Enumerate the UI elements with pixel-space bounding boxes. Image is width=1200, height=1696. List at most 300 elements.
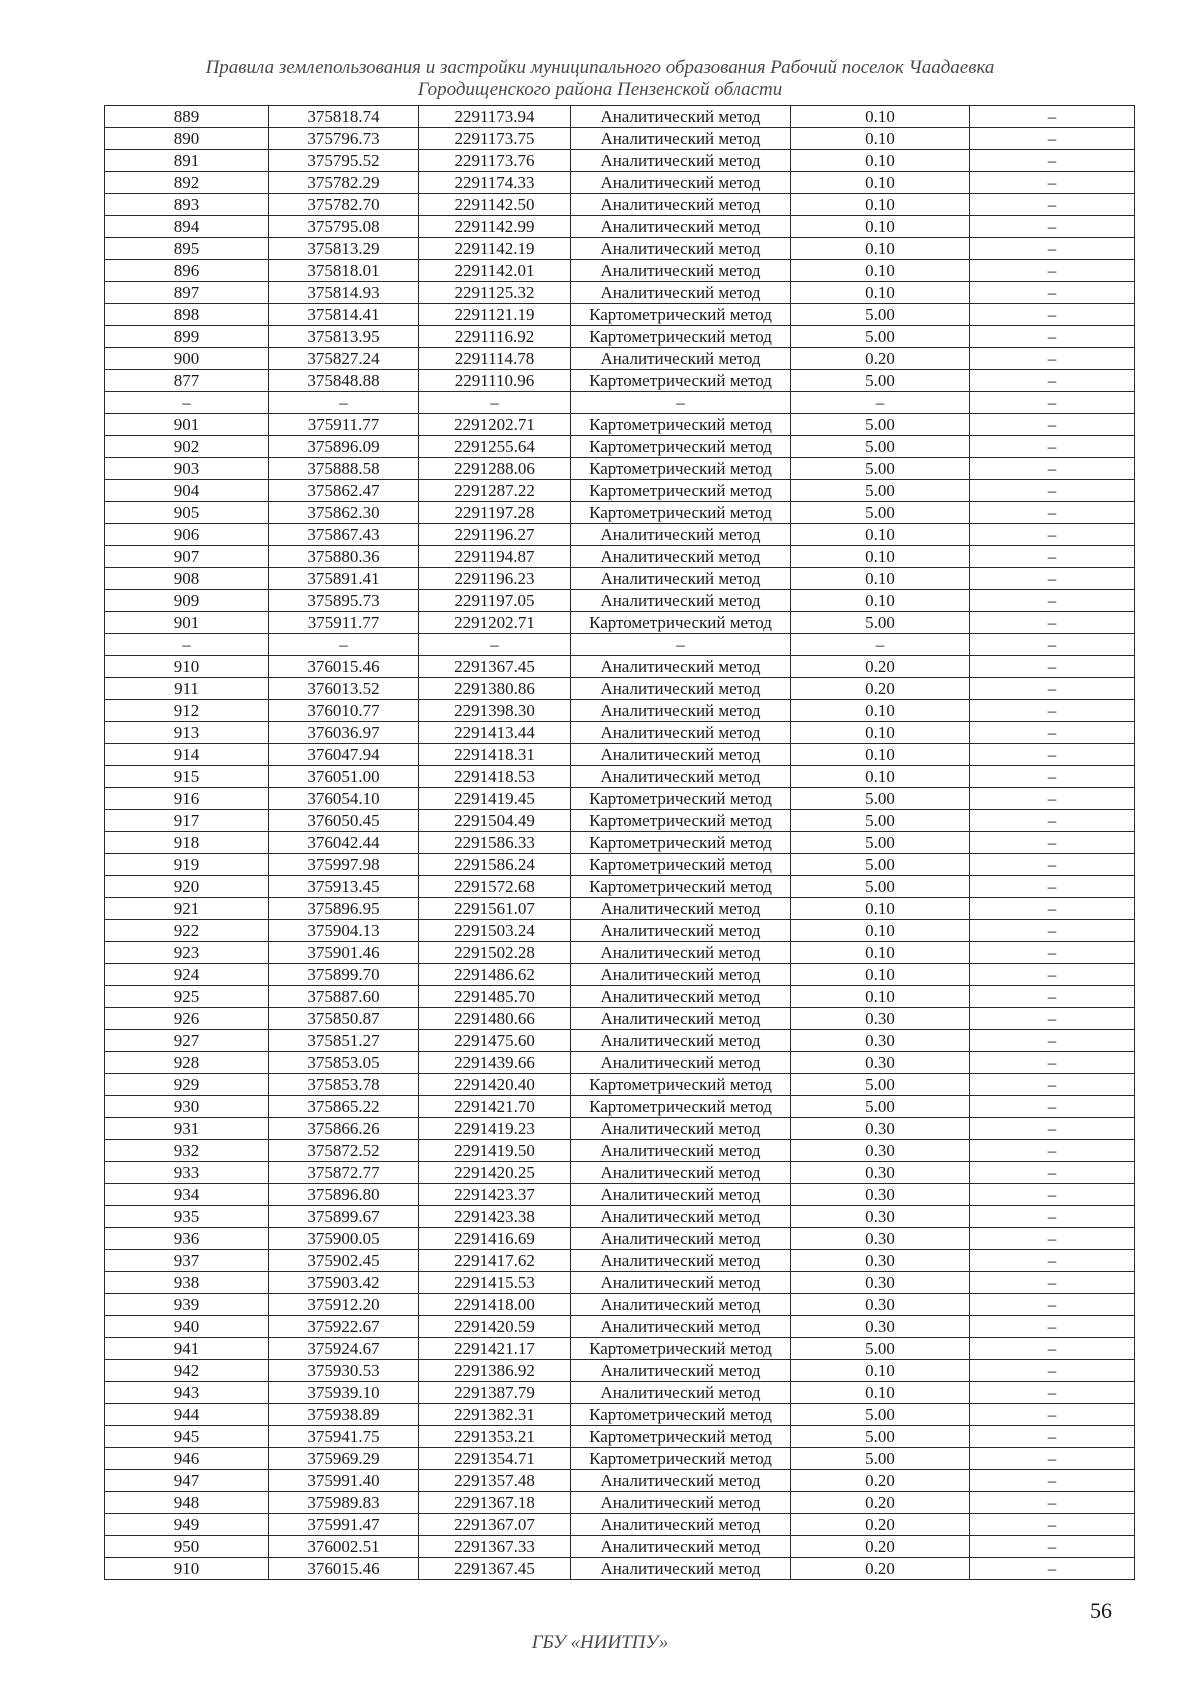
note-cell: –	[970, 414, 1135, 436]
method-cell: Аналитический метод	[571, 678, 791, 700]
x-coordinate-cell: 375853.05	[269, 1052, 419, 1074]
x-coordinate-cell: –	[269, 392, 419, 414]
point-number-cell: 929	[105, 1074, 269, 1096]
table-row	[105, 1448, 1135, 1470]
y-coordinate-cell: 2291486.62	[419, 964, 571, 986]
accuracy-cell: 0.30	[791, 1228, 970, 1250]
y-coordinate-cell: 2291353.21	[419, 1426, 571, 1448]
table-row	[105, 1272, 1135, 1294]
method-cell: Аналитический метод	[571, 942, 791, 964]
note-cell: –	[970, 524, 1135, 546]
x-coordinate-cell: 375818.74	[269, 106, 419, 128]
method-cell: Аналитический метод	[571, 1184, 791, 1206]
coordinates-table	[104, 105, 1135, 1580]
accuracy-cell: 0.20	[791, 656, 970, 678]
y-coordinate-cell: 2291202.71	[419, 612, 571, 634]
y-coordinate-cell: 2291142.01	[419, 260, 571, 282]
y-coordinate-cell: 2291413.44	[419, 722, 571, 744]
note-cell: –	[970, 1272, 1135, 1294]
x-coordinate-cell: 375912.20	[269, 1294, 419, 1316]
note-cell: –	[970, 436, 1135, 458]
accuracy-cell: 0.10	[791, 150, 970, 172]
x-coordinate-cell: 375899.67	[269, 1206, 419, 1228]
method-cell: Аналитический метод	[571, 656, 791, 678]
note-cell: –	[970, 128, 1135, 150]
method-cell: Аналитический метод	[571, 1360, 791, 1382]
accuracy-cell: 5.00	[791, 326, 970, 348]
point-number-cell: 899	[105, 326, 269, 348]
method-cell: Картометрический метод	[571, 1338, 791, 1360]
note-cell: –	[970, 1316, 1135, 1338]
y-coordinate-cell: 2291423.37	[419, 1184, 571, 1206]
y-coordinate-cell: 2291382.31	[419, 1404, 571, 1426]
x-coordinate-cell: 375827.24	[269, 348, 419, 370]
x-coordinate-cell: 376054.10	[269, 788, 419, 810]
y-coordinate-cell: 2291439.66	[419, 1052, 571, 1074]
note-cell: –	[970, 1206, 1135, 1228]
method-cell: Аналитический метод	[571, 194, 791, 216]
y-coordinate-cell: 2291503.24	[419, 920, 571, 942]
accuracy-cell: 5.00	[791, 480, 970, 502]
point-number-cell: 917	[105, 810, 269, 832]
method-cell: Картометрический метод	[571, 876, 791, 898]
note-cell: –	[970, 194, 1135, 216]
point-number-cell: 915	[105, 766, 269, 788]
note-cell: –	[970, 1294, 1135, 1316]
x-coordinate-cell: 376050.45	[269, 810, 419, 832]
note-cell: –	[970, 348, 1135, 370]
note-cell: –	[970, 744, 1135, 766]
table-row	[105, 854, 1135, 876]
x-coordinate-cell: 375866.26	[269, 1118, 419, 1140]
method-cell: Картометрический метод	[571, 1448, 791, 1470]
accuracy-cell: 0.30	[791, 1030, 970, 1052]
x-coordinate-cell: 375891.41	[269, 568, 419, 590]
accuracy-cell: 5.00	[791, 458, 970, 480]
note-cell: –	[970, 150, 1135, 172]
table-row	[105, 1426, 1135, 1448]
table-row	[105, 1184, 1135, 1206]
point-number-cell: 889	[105, 106, 269, 128]
y-coordinate-cell: 2291125.32	[419, 282, 571, 304]
y-coordinate-cell: 2291194.87	[419, 546, 571, 568]
method-cell: Аналитический метод	[571, 766, 791, 788]
point-number-cell: 923	[105, 942, 269, 964]
method-cell: Аналитический метод	[571, 150, 791, 172]
x-coordinate-cell: 375862.47	[269, 480, 419, 502]
table-row	[105, 1404, 1135, 1426]
x-coordinate-cell: 375969.29	[269, 1448, 419, 1470]
accuracy-cell: 0.10	[791, 920, 970, 942]
point-number-cell: 893	[105, 194, 269, 216]
table-row	[105, 194, 1135, 216]
x-coordinate-cell: 375850.87	[269, 1008, 419, 1030]
accuracy-cell: 0.10	[791, 172, 970, 194]
table-row	[105, 1008, 1135, 1030]
x-coordinate-cell: 375924.67	[269, 1338, 419, 1360]
note-cell: –	[970, 282, 1135, 304]
y-coordinate-cell: 2291287.22	[419, 480, 571, 502]
accuracy-cell: 5.00	[791, 1096, 970, 1118]
method-cell: Аналитический метод	[571, 282, 791, 304]
accuracy-cell: 0.30	[791, 1206, 970, 1228]
y-coordinate-cell: 2291421.70	[419, 1096, 571, 1118]
y-coordinate-cell: 2291367.45	[419, 656, 571, 678]
note-cell: –	[970, 920, 1135, 942]
y-coordinate-cell: 2291367.33	[419, 1536, 571, 1558]
note-cell: –	[970, 942, 1135, 964]
table-row	[105, 1074, 1135, 1096]
table-row	[105, 1294, 1135, 1316]
accuracy-cell: 0.10	[791, 282, 970, 304]
method-cell: Аналитический метод	[571, 722, 791, 744]
table-row	[105, 150, 1135, 172]
method-cell: Картометрический метод	[571, 414, 791, 436]
y-coordinate-cell: 2291398.30	[419, 700, 571, 722]
point-number-cell: 910	[105, 1558, 269, 1580]
x-coordinate-cell: 375796.73	[269, 128, 419, 150]
x-coordinate-cell: 376051.00	[269, 766, 419, 788]
method-cell: Аналитический метод	[571, 1470, 791, 1492]
x-coordinate-cell: 376015.46	[269, 1558, 419, 1580]
y-coordinate-cell: 2291415.53	[419, 1272, 571, 1294]
note-cell: –	[970, 326, 1135, 348]
y-coordinate-cell: 2291116.92	[419, 326, 571, 348]
x-coordinate-cell: 375782.29	[269, 172, 419, 194]
method-cell: Картометрический метод	[571, 458, 791, 480]
point-number-cell: 891	[105, 150, 269, 172]
accuracy-cell: 0.10	[791, 194, 970, 216]
method-cell: Аналитический метод	[571, 590, 791, 612]
y-coordinate-cell: –	[419, 392, 571, 414]
accuracy-cell: 0.20	[791, 1514, 970, 1536]
x-coordinate-cell: 376036.97	[269, 722, 419, 744]
table-row	[105, 502, 1135, 524]
accuracy-cell: 0.10	[791, 700, 970, 722]
point-number-cell: 895	[105, 238, 269, 260]
point-number-cell: 913	[105, 722, 269, 744]
point-number-cell: 921	[105, 898, 269, 920]
y-coordinate-cell: 2291288.06	[419, 458, 571, 480]
method-cell: Картометрический метод	[571, 480, 791, 502]
x-coordinate-cell: 375813.29	[269, 238, 419, 260]
x-coordinate-cell: 375911.77	[269, 414, 419, 436]
note-cell: –	[970, 260, 1135, 282]
table-row	[105, 1206, 1135, 1228]
point-number-cell: 937	[105, 1250, 269, 1272]
point-number-cell: 945	[105, 1426, 269, 1448]
point-number-cell: 901	[105, 612, 269, 634]
table-row	[105, 832, 1135, 854]
method-cell: Картометрический метод	[571, 436, 791, 458]
accuracy-cell: 0.20	[791, 1470, 970, 1492]
y-coordinate-cell: 2291367.07	[419, 1514, 571, 1536]
y-coordinate-cell: 2291387.79	[419, 1382, 571, 1404]
method-cell: Картометрический метод	[571, 612, 791, 634]
note-cell: –	[970, 590, 1135, 612]
point-number-cell: 914	[105, 744, 269, 766]
x-coordinate-cell: 375991.40	[269, 1470, 419, 1492]
note-cell: –	[970, 678, 1135, 700]
method-cell: Аналитический метод	[571, 546, 791, 568]
note-cell: –	[970, 1052, 1135, 1074]
table-row	[105, 1470, 1135, 1492]
table-row	[105, 810, 1135, 832]
method-cell: Аналитический метод	[571, 1228, 791, 1250]
accuracy-cell: 0.20	[791, 348, 970, 370]
method-cell: Картометрический метод	[571, 832, 791, 854]
x-coordinate-cell: 375939.10	[269, 1382, 419, 1404]
note-cell: –	[970, 1096, 1135, 1118]
table-row	[105, 568, 1135, 590]
method-cell: Картометрический метод	[571, 788, 791, 810]
table-row	[105, 964, 1135, 986]
x-coordinate-cell: 375887.60	[269, 986, 419, 1008]
y-coordinate-cell: 2291114.78	[419, 348, 571, 370]
x-coordinate-cell: 375888.58	[269, 458, 419, 480]
accuracy-cell: 0.10	[791, 546, 970, 568]
point-number-cell: 944	[105, 1404, 269, 1426]
note-cell: –	[970, 964, 1135, 986]
accuracy-cell: 0.10	[791, 722, 970, 744]
y-coordinate-cell: 2291419.23	[419, 1118, 571, 1140]
y-coordinate-cell: 2291418.31	[419, 744, 571, 766]
point-number-cell: 909	[105, 590, 269, 612]
y-coordinate-cell: 2291418.00	[419, 1294, 571, 1316]
point-number-cell: 877	[105, 370, 269, 392]
y-coordinate-cell: 2291142.99	[419, 216, 571, 238]
point-number-cell: 910	[105, 656, 269, 678]
y-coordinate-cell: 2291421.17	[419, 1338, 571, 1360]
method-cell: Аналитический метод	[571, 1272, 791, 1294]
note-cell: –	[970, 502, 1135, 524]
method-cell: Картометрический метод	[571, 1404, 791, 1426]
method-cell: Картометрический метод	[571, 810, 791, 832]
accuracy-cell: 5.00	[791, 1338, 970, 1360]
note-cell: –	[970, 1074, 1135, 1096]
x-coordinate-cell: –	[269, 634, 419, 656]
table-row	[105, 1052, 1135, 1074]
note-cell: –	[970, 304, 1135, 326]
table-row	[105, 766, 1135, 788]
table-row	[105, 392, 1135, 414]
point-number-cell: 898	[105, 304, 269, 326]
accuracy-cell: –	[791, 392, 970, 414]
method-cell: Аналитический метод	[571, 1140, 791, 1162]
table-row	[105, 1382, 1135, 1404]
table-row	[105, 304, 1135, 326]
table-row	[105, 172, 1135, 194]
table-row	[105, 480, 1135, 502]
header-line-1: Правила землепользования и застройки муниципального образования Рабочий поселок Чаадаевка	[205, 57, 995, 78]
x-coordinate-cell: 376002.51	[269, 1536, 419, 1558]
y-coordinate-cell: 2291419.50	[419, 1140, 571, 1162]
y-coordinate-cell: 2291196.23	[419, 568, 571, 590]
x-coordinate-cell: 375848.88	[269, 370, 419, 392]
accuracy-cell: 0.30	[791, 1250, 970, 1272]
accuracy-cell: 0.20	[791, 1558, 970, 1580]
method-cell: Аналитический метод	[571, 1294, 791, 1316]
point-number-cell: 941	[105, 1338, 269, 1360]
method-cell: Картометрический метод	[571, 304, 791, 326]
accuracy-cell: 0.10	[791, 766, 970, 788]
table-row	[105, 1338, 1135, 1360]
y-coordinate-cell: 2291480.66	[419, 1008, 571, 1030]
table-row	[105, 942, 1135, 964]
method-cell: Аналитический метод	[571, 920, 791, 942]
accuracy-cell: 0.10	[791, 590, 970, 612]
accuracy-cell: 0.10	[791, 744, 970, 766]
note-cell: –	[970, 1338, 1135, 1360]
x-coordinate-cell: 375896.80	[269, 1184, 419, 1206]
x-coordinate-cell: 376013.52	[269, 678, 419, 700]
x-coordinate-cell: 375913.45	[269, 876, 419, 898]
point-number-cell: 918	[105, 832, 269, 854]
point-number-cell: 930	[105, 1096, 269, 1118]
table-row	[105, 634, 1135, 656]
method-cell: Аналитический метод	[571, 1250, 791, 1272]
point-number-cell: 912	[105, 700, 269, 722]
x-coordinate-cell: 375989.83	[269, 1492, 419, 1514]
method-cell: Аналитический метод	[571, 568, 791, 590]
point-number-cell: –	[105, 634, 269, 656]
table-row	[105, 898, 1135, 920]
note-cell: –	[970, 832, 1135, 854]
method-cell: Аналитический метод	[571, 1316, 791, 1338]
y-coordinate-cell: 2291173.76	[419, 150, 571, 172]
table-row	[105, 722, 1135, 744]
table-row	[105, 1228, 1135, 1250]
x-coordinate-cell: 376047.94	[269, 744, 419, 766]
x-coordinate-cell: 375901.46	[269, 942, 419, 964]
note-cell: –	[970, 1404, 1135, 1426]
method-cell: Аналитический метод	[571, 348, 791, 370]
accuracy-cell: 0.30	[791, 1052, 970, 1074]
method-cell: Аналитический метод	[571, 1206, 791, 1228]
x-coordinate-cell: 375896.09	[269, 436, 419, 458]
x-coordinate-cell: 375795.08	[269, 216, 419, 238]
x-coordinate-cell: 375818.01	[269, 260, 419, 282]
point-number-cell: 907	[105, 546, 269, 568]
method-cell: Картометрический метод	[571, 502, 791, 524]
note-cell: –	[970, 1184, 1135, 1206]
accuracy-cell: 0.10	[791, 1382, 970, 1404]
accuracy-cell: 5.00	[791, 612, 970, 634]
y-coordinate-cell: 2291121.19	[419, 304, 571, 326]
point-number-cell: 949	[105, 1514, 269, 1536]
accuracy-cell: 5.00	[791, 788, 970, 810]
method-cell: Аналитический метод	[571, 1558, 791, 1580]
y-coordinate-cell: 2291423.38	[419, 1206, 571, 1228]
x-coordinate-cell: 375814.41	[269, 304, 419, 326]
x-coordinate-cell: 375814.93	[269, 282, 419, 304]
accuracy-cell: 5.00	[791, 502, 970, 524]
method-cell: Аналитический метод	[571, 172, 791, 194]
accuracy-cell: 5.00	[791, 304, 970, 326]
table-row	[105, 788, 1135, 810]
y-coordinate-cell: 2291418.53	[419, 766, 571, 788]
table-row	[105, 1514, 1135, 1536]
x-coordinate-cell: 375895.73	[269, 590, 419, 612]
note-cell: –	[970, 1360, 1135, 1382]
note-cell: –	[970, 1514, 1135, 1536]
note-cell: –	[970, 480, 1135, 502]
point-number-cell: 938	[105, 1272, 269, 1294]
x-coordinate-cell: 375922.67	[269, 1316, 419, 1338]
note-cell: –	[970, 238, 1135, 260]
point-number-cell: 943	[105, 1382, 269, 1404]
x-coordinate-cell: 375997.98	[269, 854, 419, 876]
method-cell: –	[571, 392, 791, 414]
accuracy-cell: 0.10	[791, 942, 970, 964]
y-coordinate-cell: 2291475.60	[419, 1030, 571, 1052]
note-cell: –	[970, 634, 1135, 656]
method-cell: Аналитический метод	[571, 238, 791, 260]
x-coordinate-cell: 375813.95	[269, 326, 419, 348]
point-number-cell: 919	[105, 854, 269, 876]
note-cell: –	[970, 876, 1135, 898]
x-coordinate-cell: 375991.47	[269, 1514, 419, 1536]
accuracy-cell: 0.10	[791, 898, 970, 920]
method-cell: Аналитический метод	[571, 1008, 791, 1030]
page-number: 56	[1090, 1598, 1112, 1623]
table-row	[105, 700, 1135, 722]
note-cell: –	[970, 546, 1135, 568]
table-row	[105, 612, 1135, 634]
y-coordinate-cell: 2291420.59	[419, 1316, 571, 1338]
method-cell: Аналитический метод	[571, 1382, 791, 1404]
point-number-cell: 927	[105, 1030, 269, 1052]
x-coordinate-cell: 375941.75	[269, 1426, 419, 1448]
table-row	[105, 744, 1135, 766]
x-coordinate-cell: 375896.95	[269, 898, 419, 920]
y-coordinate-cell: 2291142.50	[419, 194, 571, 216]
note-cell: –	[970, 1426, 1135, 1448]
point-number-cell: 897	[105, 282, 269, 304]
point-number-cell: 950	[105, 1536, 269, 1558]
table-row	[105, 678, 1135, 700]
accuracy-cell: 0.20	[791, 1536, 970, 1558]
note-cell: –	[970, 1492, 1135, 1514]
note-cell: –	[970, 1558, 1135, 1580]
method-cell: Аналитический метод	[571, 1030, 791, 1052]
accuracy-cell: 5.00	[791, 854, 970, 876]
point-number-cell: 946	[105, 1448, 269, 1470]
note-cell: –	[970, 1448, 1135, 1470]
header-line-2: Городищенского района Пензенской области	[417, 79, 783, 100]
method-cell: Аналитический метод	[571, 1492, 791, 1514]
x-coordinate-cell: 375930.53	[269, 1360, 419, 1382]
point-number-cell: 890	[105, 128, 269, 150]
method-cell: Аналитический метод	[571, 964, 791, 986]
point-number-cell: 935	[105, 1206, 269, 1228]
accuracy-cell: –	[791, 634, 970, 656]
point-number-cell: 934	[105, 1184, 269, 1206]
point-number-cell: 936	[105, 1228, 269, 1250]
x-coordinate-cell: 375853.78	[269, 1074, 419, 1096]
y-coordinate-cell: 2291416.69	[419, 1228, 571, 1250]
y-coordinate-cell: 2291380.86	[419, 678, 571, 700]
table-row	[105, 524, 1135, 546]
table-row	[105, 1558, 1135, 1580]
table-row	[105, 546, 1135, 568]
y-coordinate-cell: 2291367.45	[419, 1558, 571, 1580]
note-cell: –	[970, 1118, 1135, 1140]
note-cell: –	[970, 986, 1135, 1008]
point-number-cell: 920	[105, 876, 269, 898]
table-row	[105, 1030, 1135, 1052]
point-number-cell: 892	[105, 172, 269, 194]
